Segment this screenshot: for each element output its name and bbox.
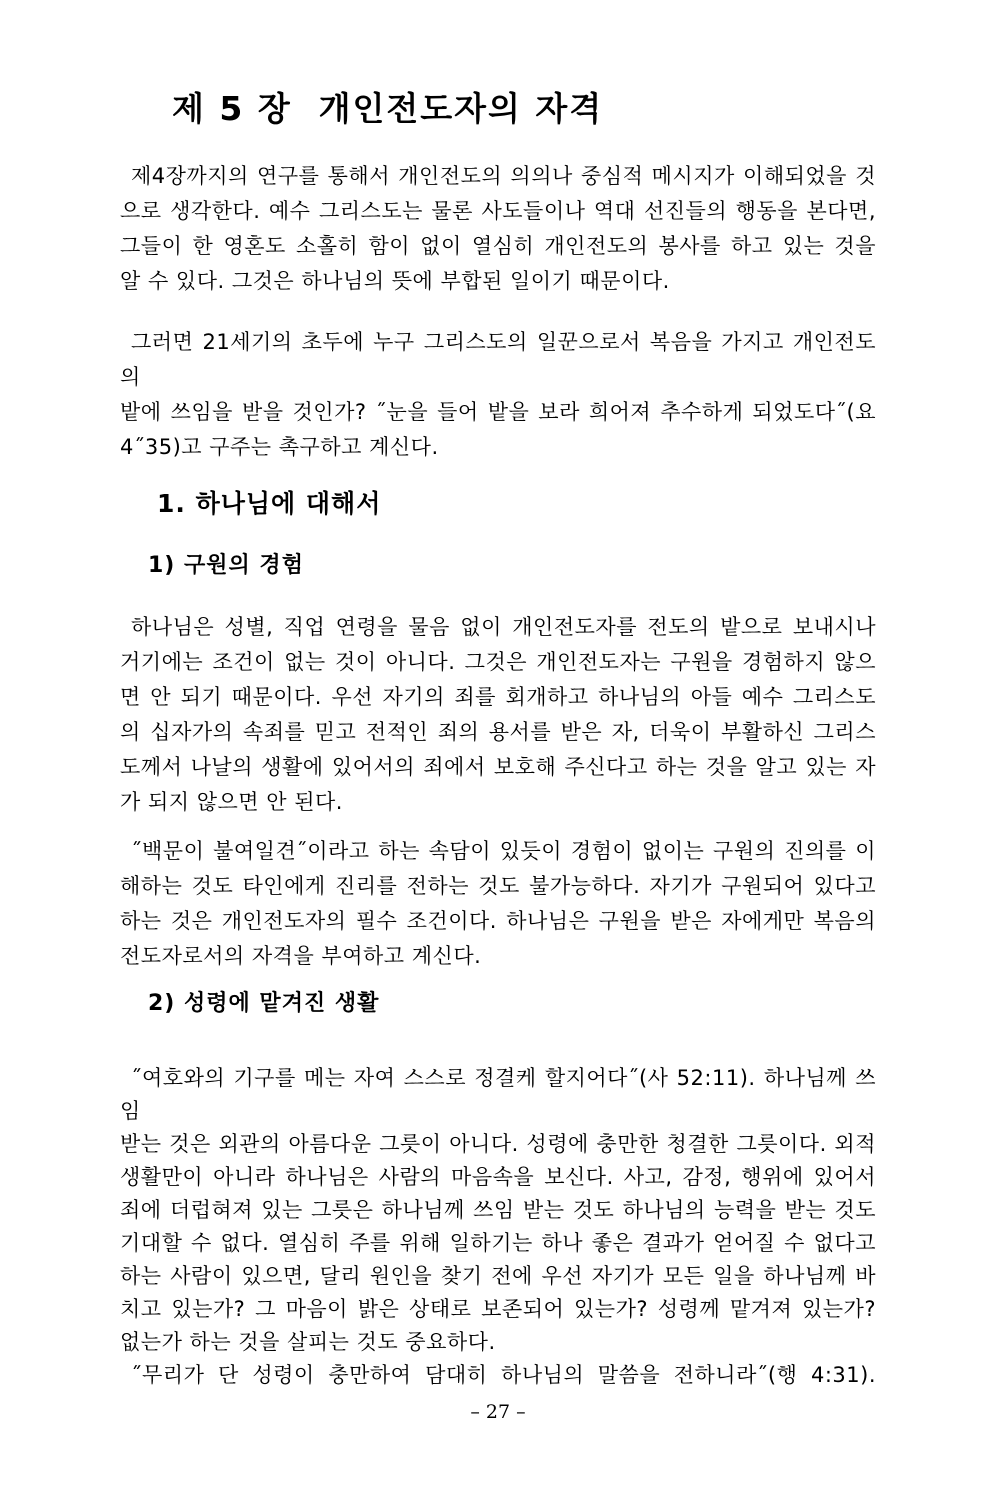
paragraph <box>120 325 876 465</box>
text-line: 생활만이 아니라 하나님은 사람의 마음속을 보신다. 사고, 감정, 행위에 있어서 <box>120 1165 876 1190</box>
text-line: 하나님은 성별, 직업 연령을 물음 없이 개인전도자를 전도의 밭으로 보내시나 <box>131 614 876 639</box>
paragraph <box>120 1062 876 1392</box>
paragraph <box>120 834 876 974</box>
text-line: 기대할 수 없다. 열심히 주를 위해 일하기는 하나 좋은 결과가 얻어질 수 없다고 <box>120 1231 876 1256</box>
text-line: 그들이 한 영혼도 소홀히 함이 없이 열심히 개인전도의 봉사를 하고 있는 것을 <box>120 234 876 259</box>
text-line: 도께서 나날의 생활에 있어서의 죄에서 보호해 주신다고 하는 것을 알고 있는 자 <box>120 754 876 779</box>
text-line: 거기에는 조건이 없는 것이 아니다. 그것은 개인전도자는 구원을 경험하지 않으 <box>120 649 876 674</box>
chapter-title: 제 5 장 개인전도자의 자격 <box>172 89 604 128</box>
text-line: ˝무리가 단 성령이 충만하여 담대히 하나님의 말씀을 전하니라˝(행 4:31). <box>131 1363 876 1388</box>
text-line: 그러면 21세기의 초두에 누구 그리스도의 일꾼으로서 복음을 가지고 개인전도의 <box>120 330 876 390</box>
text-line: 의 십자가의 속죄를 믿고 전적인 죄의 용서를 받은 자, 더욱이 부활하신 그리스 <box>120 719 876 744</box>
document-page <box>0 88 992 1491</box>
text-line: 받는 것은 외관의 아름다운 그릇이 아니다. 성령에 충만한 청결한 그릇이다. 외적 <box>120 1132 876 1157</box>
text-line: 치고 있는가? 그 마음이 밝은 상태로 보존되어 있는가? 성령께 맡겨져 있는가? <box>120 1297 876 1322</box>
text-line: 밭에 쓰임을 받을 것인가? ˝눈을 들어 밭을 보라 희어져 추수하게 되었도다˝(요 <box>120 400 876 425</box>
text-line: 하는 사람이 있으면, 달리 원인을 찾기 전에 우선 자기가 모든 일을 하나님께 바 <box>120 1264 876 1289</box>
text-line: 으로 생각한다. 예수 그리스도는 물론 사도들이나 역대 선진들의 행동을 본다면, <box>120 199 876 224</box>
paragraph <box>120 610 876 820</box>
text-line: ˝백문이 불여일견˝이라고 하는 속담이 있듯이 경험이 없이는 구원의 진의를 이 <box>131 838 876 863</box>
page-number: – 27 – <box>470 1401 526 1424</box>
text-line: 전도자로서의 자격을 부여하고 계신다. <box>120 943 482 968</box>
text-line: ˝여호와의 기구를 메는 자여 스스로 정결케 할지어다˝(사 52:11). 하나님께 쓰임 <box>120 1066 876 1124</box>
text-line: 해하는 것도 타인에게 진리를 전하는 것도 불가능하다. 자기가 구원되어 있다고 <box>120 873 876 898</box>
text-line: 면 안 되기 때문이다. 우선 자기의 죄를 회개하고 하나님의 아들 예수 그리스도 <box>120 684 876 709</box>
text-line: 제4장까지의 연구를 통해서 개인전도의 의의나 중심적 메시지가 이해되었을 것 <box>131 164 876 189</box>
text-line: 죄에 더럽혀져 있는 그릇은 하나님께 쓰임 받는 것도 하나님의 능력을 받는 것도 <box>120 1198 876 1223</box>
text-line: 4˝35)고 구주는 촉구하고 계신다. <box>120 435 439 460</box>
subsection-heading-salvation: 1) 구원의 경험 <box>148 553 304 579</box>
text-line: 하는 것은 개인전도자의 필수 조건이다. 하나님은 구원을 받은 자에게만 복음의 <box>120 908 876 933</box>
paragraph <box>120 159 876 299</box>
text-line: 알 수 있다. 그것은 하나님의 뜻에 부합된 일이기 때문이다. <box>120 269 670 294</box>
section-heading: 1. 하나님에 대해서 <box>157 489 382 519</box>
text-line: 가 되지 않으면 안 된다. <box>120 789 343 814</box>
text-line: 없는가 하는 것을 살피는 것도 중요하다. <box>120 1330 496 1355</box>
subsection-heading-spirit: 2) 성령에 맡겨진 생활 <box>148 990 380 1016</box>
